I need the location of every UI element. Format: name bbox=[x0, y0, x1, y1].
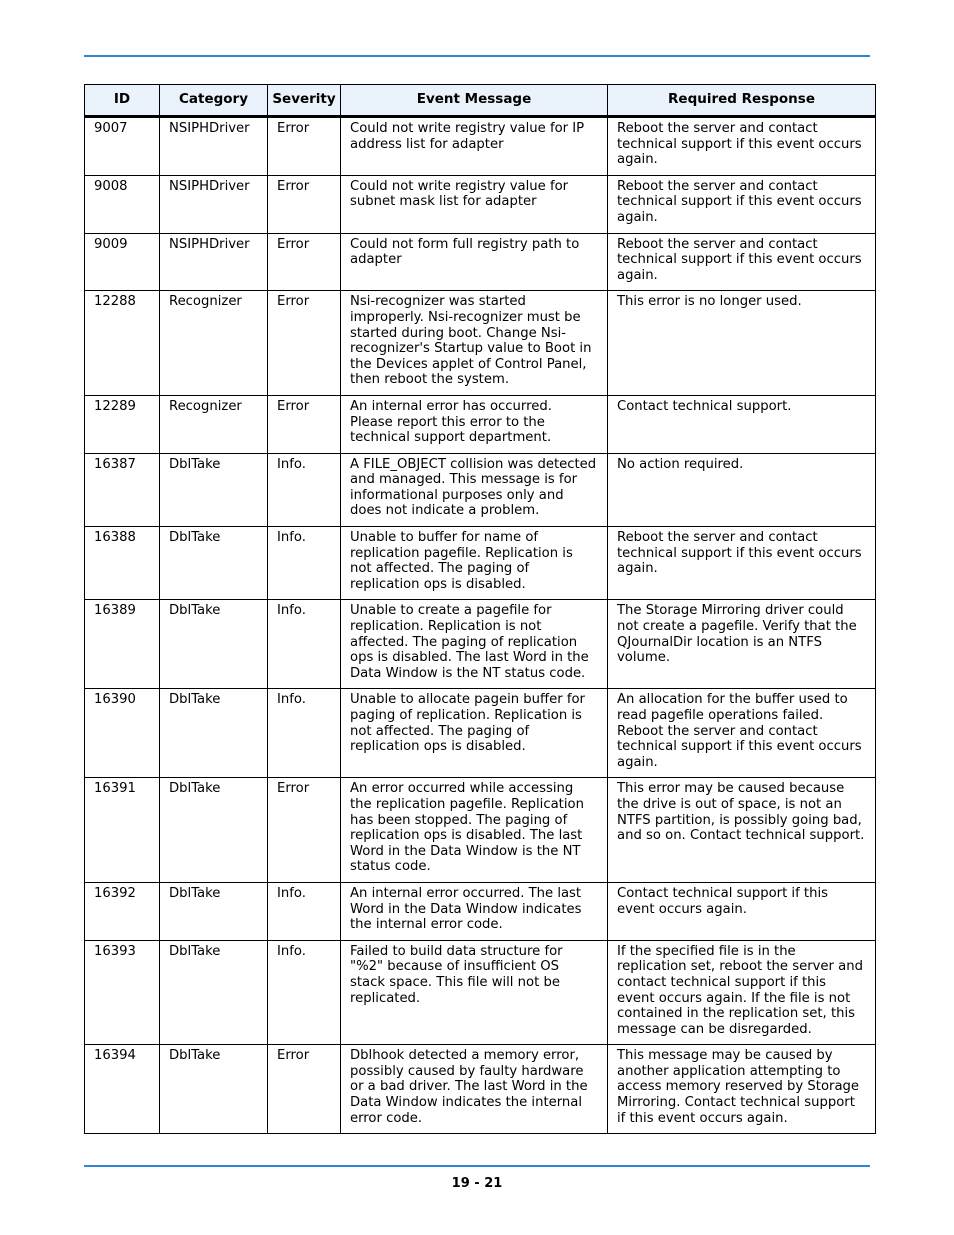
cell-required-response: Reboot the server and contact technical support if this event occurs again. bbox=[608, 117, 876, 176]
cell-required-response: The Storage Mirroring driver could not create a pagefile. Verify that the QJournalDir location is an NTFS volume. bbox=[608, 600, 876, 689]
header-rule bbox=[84, 55, 870, 57]
cell-id: 16394 bbox=[85, 1045, 160, 1134]
cell-category: DblTake bbox=[160, 527, 268, 600]
page-number: 19 - 21 bbox=[451, 1176, 503, 1191]
table-row bbox=[85, 689, 876, 778]
cell-id: 9009 bbox=[85, 233, 160, 291]
cell-category: Recognizer bbox=[160, 395, 268, 453]
cell-event-message: Could not form full registry path to adapter bbox=[341, 233, 608, 291]
cell-severity: Error bbox=[268, 1045, 341, 1134]
cell-required-response: This error is no longer used. bbox=[608, 291, 876, 396]
cell-event-message: An internal error occurred. The last Word in the Data Window indicates the internal error code. bbox=[341, 882, 608, 940]
cell-event-message: Could not write registry value for IP address list for adapter bbox=[341, 117, 608, 176]
cell-id: 16387 bbox=[85, 453, 160, 526]
table-body bbox=[85, 117, 876, 1134]
cell-id: 9007 bbox=[85, 117, 160, 176]
cell-category: DblTake bbox=[160, 778, 268, 883]
cell-required-response: Reboot the server and contact technical support if this event occurs again. bbox=[608, 233, 876, 291]
cell-id: 16393 bbox=[85, 940, 160, 1045]
cell-required-response: No action required. bbox=[608, 453, 876, 526]
header-event-message: Event Message bbox=[341, 85, 608, 117]
table-row bbox=[85, 882, 876, 940]
cell-severity: Info. bbox=[268, 882, 341, 940]
cell-category: NSIPHDriver bbox=[160, 117, 268, 176]
cell-event-message: An error occurred while accessing the replication pagefile. Replication has been stopped. The paging of replication ops is disabled. The last Word in the Data Window is the NT status code. bbox=[341, 778, 608, 883]
table-row bbox=[85, 291, 876, 396]
cell-required-response: This message may be caused by another application attempting to access memory reserved by Storage Mirroring. Contact technical support if this event occurs again. bbox=[608, 1045, 876, 1134]
cell-id: 16389 bbox=[85, 600, 160, 689]
cell-severity: Error bbox=[268, 117, 341, 176]
cell-required-response: Reboot the server and contact technical support if this event occurs again. bbox=[608, 175, 876, 233]
cell-id: 16388 bbox=[85, 527, 160, 600]
cell-event-message: Nsi-recognizer was started improperly. Nsi-recognizer must be started during boot. Change Nsi-recognizer's Startup value to Boot in the Devices applet of Control Panel, then reboot the system. bbox=[341, 291, 608, 396]
header-severity: Severity bbox=[268, 85, 341, 117]
cell-category: DblTake bbox=[160, 453, 268, 526]
table-row bbox=[85, 527, 876, 600]
table-row bbox=[85, 778, 876, 883]
cell-severity: Info. bbox=[268, 527, 341, 600]
cell-severity: Error bbox=[268, 233, 341, 291]
cell-category: DblTake bbox=[160, 600, 268, 689]
cell-category: Recognizer bbox=[160, 291, 268, 396]
table-row bbox=[85, 117, 876, 176]
cell-event-message: Could not write registry value for subnet mask list for adapter bbox=[341, 175, 608, 233]
header-required-response: Required Response bbox=[608, 85, 876, 117]
cell-event-message: An internal error has occurred. Please report this error to the technical support department. bbox=[341, 395, 608, 453]
footer-rule bbox=[84, 1165, 870, 1167]
cell-event-message: A FILE_OBJECT collision was detected and managed. This message is for informational purposes only and does not indicate a problem. bbox=[341, 453, 608, 526]
cell-severity: Info. bbox=[268, 940, 341, 1045]
table-row bbox=[85, 233, 876, 291]
table-row bbox=[85, 1045, 876, 1134]
table-row bbox=[85, 940, 876, 1045]
cell-required-response: Contact technical support if this event occurs again. bbox=[608, 882, 876, 940]
cell-required-response: Reboot the server and contact technical support if this event occurs again. bbox=[608, 527, 876, 600]
cell-event-message: Dblhook detected a memory error, possibly caused by faulty hardware or a bad driver. The last Word in the Data Window indicates the internal error code. bbox=[341, 1045, 608, 1134]
cell-required-response: This error may be caused because the drive is out of space, is not an NTFS partition, is possibly going bad, and so on. Contact technical support. bbox=[608, 778, 876, 883]
cell-category: NSIPHDriver bbox=[160, 175, 268, 233]
cell-event-message: Unable to buffer for name of replication pagefile. Replication is not affected. The paging of replication ops is disabled. bbox=[341, 527, 608, 600]
cell-required-response: An allocation for the buffer used to read pagefile operations failed. Reboot the server and contact technical support if this event occurs again. bbox=[608, 689, 876, 778]
table-row bbox=[85, 395, 876, 453]
cell-required-response: If the specified file is in the replication set, reboot the server and contact technical support if this event occurs again. If the file is not contained in the replication set, this message can be disregarded. bbox=[608, 940, 876, 1045]
cell-event-message: Unable to create a pagefile for replication. Replication is not affected. The paging of replication ops is disabled. The last Word in the Data Window is the NT status code. bbox=[341, 600, 608, 689]
cell-id: 16392 bbox=[85, 882, 160, 940]
cell-id: 9008 bbox=[85, 175, 160, 233]
event-table bbox=[84, 84, 876, 1134]
cell-severity: Error bbox=[268, 395, 341, 453]
cell-severity: Error bbox=[268, 291, 341, 396]
cell-id: 16391 bbox=[85, 778, 160, 883]
cell-required-response: Contact technical support. bbox=[608, 395, 876, 453]
cell-severity: Info. bbox=[268, 453, 341, 526]
cell-event-message: Unable to allocate pagein buffer for paging of replication. Replication is not affected. The paging of replication ops is disabled. bbox=[341, 689, 608, 778]
cell-event-message: Failed to build data structure for "%2" because of insufficient OS stack space. This file will not be replicated. bbox=[341, 940, 608, 1045]
table-row bbox=[85, 175, 876, 233]
table-row bbox=[85, 600, 876, 689]
cell-severity: Info. bbox=[268, 689, 341, 778]
cell-severity: Info. bbox=[268, 600, 341, 689]
cell-category: NSIPHDriver bbox=[160, 233, 268, 291]
table-row bbox=[85, 453, 876, 526]
table-header-row bbox=[85, 85, 876, 117]
header-category: Category bbox=[160, 85, 268, 117]
cell-id: 12289 bbox=[85, 395, 160, 453]
cell-id: 12288 bbox=[85, 291, 160, 396]
cell-category: DblTake bbox=[160, 1045, 268, 1134]
cell-category: DblTake bbox=[160, 882, 268, 940]
cell-severity: Error bbox=[268, 175, 341, 233]
cell-id: 16390 bbox=[85, 689, 160, 778]
header-id: ID bbox=[85, 85, 160, 117]
cell-category: DblTake bbox=[160, 940, 268, 1045]
cell-category: DblTake bbox=[160, 689, 268, 778]
cell-severity: Error bbox=[268, 778, 341, 883]
